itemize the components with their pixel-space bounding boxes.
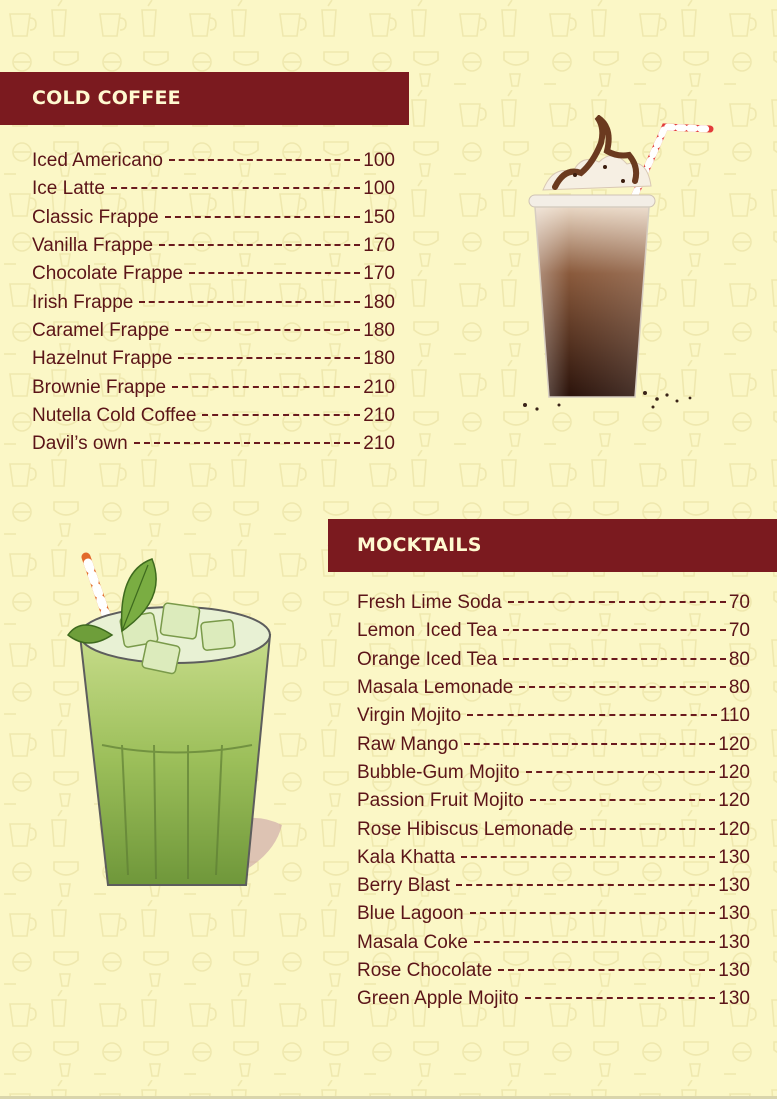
- menu-item-price: 130: [718, 846, 750, 868]
- menu-item-price: 180: [363, 348, 395, 370]
- menu-item: [357, 787, 750, 815]
- iced-coffee-icon: [515, 115, 715, 415]
- dotted-leader: [530, 799, 715, 801]
- menu-item: [357, 589, 750, 617]
- dotted-leader: [519, 686, 726, 688]
- menu-item: [357, 617, 750, 645]
- green-mocktail-icon: [62, 545, 302, 905]
- menu-item: [32, 430, 395, 458]
- menu-item-price: 210: [363, 376, 395, 398]
- menu-item: [357, 929, 750, 957]
- menu-item-name: Passion Fruit Mojito: [357, 790, 524, 812]
- menu-item-price: 120: [718, 818, 750, 840]
- menu-item-name: Masala Lemonade: [357, 677, 514, 699]
- menu-item-price: 100: [363, 150, 395, 172]
- menu-item-price: 170: [363, 235, 395, 257]
- menu-item-name: Ice Latte: [32, 178, 105, 200]
- menu-item: [32, 288, 395, 316]
- menu-item-name: Classic Frappe: [32, 206, 159, 228]
- dotted-leader: [498, 969, 715, 971]
- menu-item-name: Lemon Iced Tea: [357, 620, 498, 642]
- menu-item-price: 180: [363, 291, 395, 313]
- menu-item-price: 80: [728, 648, 750, 670]
- menu-item: [32, 260, 395, 288]
- menu-item: [32, 175, 395, 203]
- menu-item: [357, 674, 750, 702]
- dotted-leader: [526, 771, 716, 773]
- menu-item-price: 130: [718, 875, 750, 897]
- menu-item: [32, 147, 395, 175]
- menu-item-name: Masala Coke: [357, 931, 468, 953]
- dotted-leader: [134, 442, 361, 444]
- menu-item-price: 100: [363, 178, 395, 200]
- menu-item-name: Iced Americano: [32, 150, 163, 172]
- dotted-leader: [159, 244, 360, 246]
- menu-item-price: 120: [718, 733, 750, 755]
- menu-item: [357, 815, 750, 843]
- dotted-leader: [503, 658, 726, 660]
- dotted-leader: [189, 272, 360, 274]
- menu-item: [357, 957, 750, 985]
- menu-item: [357, 985, 750, 1013]
- dotted-leader: [175, 329, 360, 331]
- dotted-leader: [169, 159, 360, 161]
- menu-item-name: Caramel Frappe: [32, 319, 170, 341]
- dotted-leader: [111, 187, 360, 189]
- menu-item-price: 120: [718, 790, 750, 812]
- menu-item-name: Raw Mango: [357, 733, 459, 755]
- menu-item-price: 180: [363, 319, 395, 341]
- dotted-leader: [503, 629, 726, 631]
- dotted-leader: [464, 743, 715, 745]
- menu-item-name: Nutella Cold Coffee: [32, 404, 197, 426]
- menu-item-price: 130: [718, 903, 750, 925]
- dotted-leader: [202, 414, 360, 416]
- menu-item: [357, 702, 750, 730]
- dotted-leader: [139, 301, 360, 303]
- mocktails-list: [357, 589, 750, 1013]
- menu-item: [357, 844, 750, 872]
- menu-item-name: Rose Chocolate: [357, 960, 493, 981]
- menu-item: [357, 900, 750, 928]
- menu-item-price: 130: [718, 960, 750, 981]
- dotted-leader: [178, 357, 360, 359]
- menu-item-name: Chocolate Frappe: [32, 263, 184, 285]
- menu-item-price: 210: [363, 433, 395, 455]
- menu-item-price: 130: [718, 988, 750, 1010]
- menu-item: [32, 232, 395, 260]
- menu-item-name: Berry Blast: [357, 875, 450, 897]
- dotted-leader: [461, 856, 715, 858]
- menu-item: [357, 730, 750, 758]
- menu-item-name: Irish Frappe: [32, 291, 134, 313]
- menu-item-name: Bubble-Gum Mojito: [357, 761, 520, 783]
- menu-item-name: Kala Khatta: [357, 846, 456, 868]
- dotted-leader: [580, 828, 716, 830]
- menu-item: [357, 872, 750, 900]
- menu-item-price: 210: [363, 404, 395, 426]
- menu-item-name: Green Apple Mojito: [357, 988, 519, 1010]
- cold-coffee-header: COLD COFFEE: [0, 72, 409, 125]
- menu-item: [32, 373, 395, 401]
- dotted-leader: [474, 941, 715, 943]
- menu-item: [32, 402, 395, 430]
- menu-item-name: Rose Hibiscus Lemonade: [357, 818, 574, 840]
- menu-item: [357, 646, 750, 674]
- menu-item: [32, 204, 395, 232]
- menu-item: [357, 759, 750, 787]
- dotted-leader: [172, 386, 360, 388]
- menu-item-price: 120: [718, 761, 750, 783]
- menu-item-price: 70: [728, 620, 750, 642]
- menu-item-price: 150: [363, 206, 395, 228]
- menu-item-price: 130: [718, 931, 750, 953]
- menu-item-name: Orange Iced Tea: [357, 648, 498, 670]
- menu-item-name: Virgin Mojito: [357, 705, 462, 727]
- menu-item-name: Vanilla Frappe: [32, 235, 154, 257]
- menu-item: [32, 317, 395, 345]
- menu-item-name: Fresh Lime Soda: [357, 592, 502, 614]
- menu-item: [32, 345, 395, 373]
- dotted-leader: [508, 601, 726, 603]
- mocktails-header: MOCKTAILS: [328, 519, 777, 572]
- menu-item-name: Brownie Frappe: [32, 376, 167, 398]
- dotted-leader: [456, 884, 715, 886]
- menu-item-price: 70: [728, 592, 750, 614]
- cold-coffee-list: [32, 147, 395, 458]
- menu-item-name: Davil’s own: [32, 433, 128, 455]
- dotted-leader: [525, 997, 716, 999]
- menu-item-price: 80: [728, 677, 750, 699]
- menu-item-price: 110: [719, 705, 750, 727]
- dotted-leader: [470, 912, 716, 914]
- menu-item-name: Hazelnut Frappe: [32, 348, 173, 370]
- dotted-leader: [467, 714, 717, 716]
- dotted-leader: [165, 216, 361, 218]
- menu-item-name: Blue Lagoon: [357, 903, 464, 925]
- menu-item-price: 170: [363, 263, 395, 285]
